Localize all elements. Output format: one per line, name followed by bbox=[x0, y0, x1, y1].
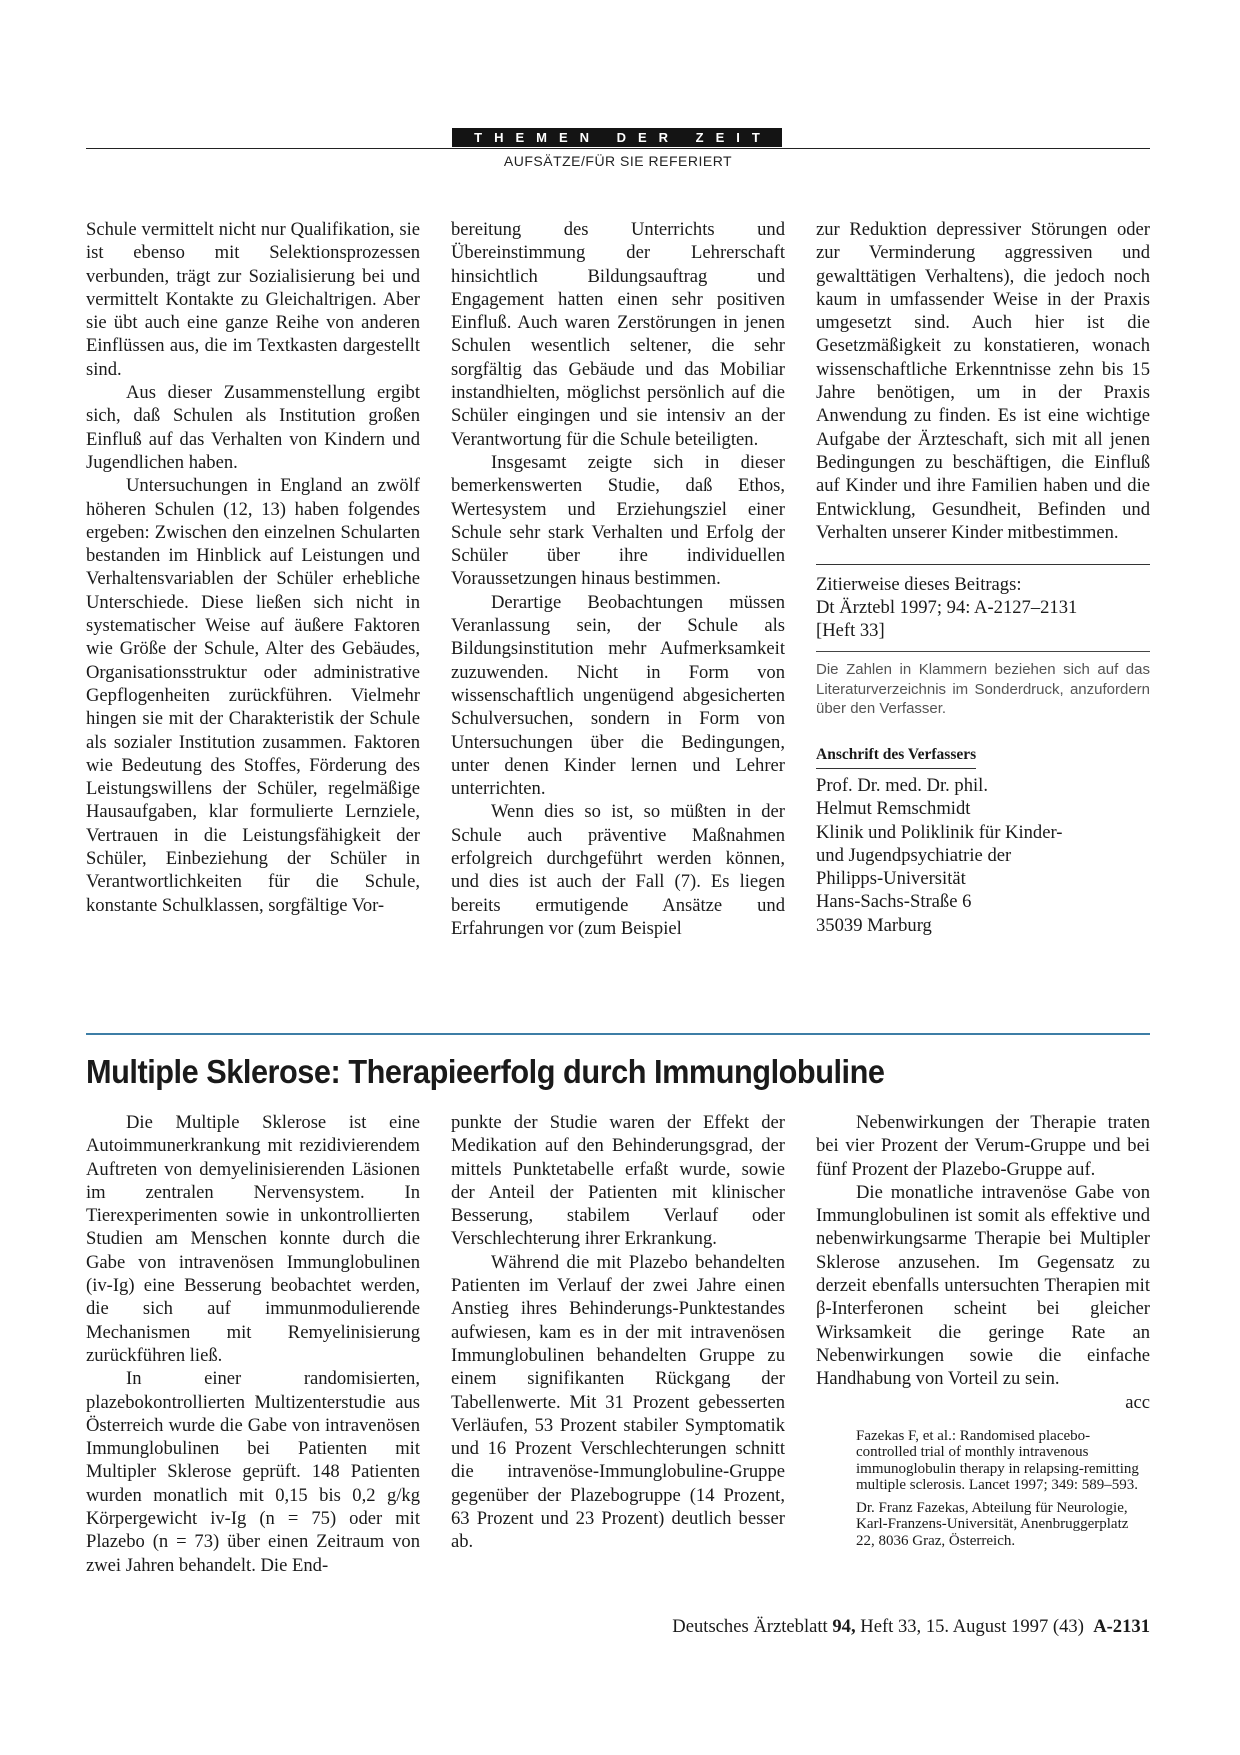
section-subtitle: AUFSÄTZE/FÜR SIE REFERIERT bbox=[503, 153, 733, 169]
paragraph: Während die mit Plazebo behandelten Patienten im Verlauf der zwei Jahre einen Anstieg ihres Behinderungs-Punktestandes aufwiesen, kam es in der mit intravenösen Immunglobulinen behandelten Gruppe zu einem signifikanten Rückgang der Tabellenwerte. Mit 31 Prozent gebesserten Verläufen, 53 Prozent stabiler Symptomatik und 16 Prozent Verschlechterungen schnitt die intravenöse-Immunglobuline-Gruppe gegenüber der Plazebogruppe (14 Prozent, 63 Prozent und 23 Prozent) deutlich besser ab. bbox=[451, 1251, 785, 1553]
section-band-label: THEMEN DER ZEIT bbox=[474, 130, 772, 145]
reference-item: Fazekas F, et al.: Randomised placebo-controlled trial of monthly intravenous immunoglobulin therapy in relapsing-remitting multiple sclerosis. Lancet 1997; 349: 589–593. bbox=[856, 1427, 1139, 1494]
section-divider bbox=[86, 1033, 1150, 1035]
author-signature: acc bbox=[1125, 1391, 1150, 1413]
paragraph: Die Multiple Sklerose ist eine Autoimmunerkrankung mit rezidivierendem Auftreten von demyelinisierenden Läsionen im zentralen Nervensystem. In Tierexperimenten sowie in unkontrollierten Studien am Menschen konnte durch die Gabe von intravenösen Immunglobulinen (iv-Ig) eine Besserung beobachtet werden, die sich auf immunmodulierende Mechanismen mit Remyelinisierung zurückführen ließ. bbox=[86, 1112, 420, 1366]
paragraph: In einer randomisierten, plazebokontrollierten Multizenterstudie aus Österreich wurde die Gabe von intravenösen Immunglobulinen bei Patienten mit Multipler Sklerose geprüft. 148 Patienten wurden monatlich mit 0,15 bis 0,2 g/kg Körpergewicht iv-Ig (n = 75) oder mit Plazebo (n = 73) über einen Zeitraum von zwei Jahren behandelt. Die End- bbox=[86, 1368, 420, 1576]
citation-line: Dt Ärztebl 1997; 94: A-2127–2131 bbox=[816, 597, 1078, 619]
address-line: 35039 Marburg bbox=[816, 914, 932, 936]
citation-rule bbox=[816, 564, 1150, 565]
article-title: Multiple Sklerose: Therapieerfolg durch Immunglobuline bbox=[86, 1053, 885, 1090]
page-number: A-2131 bbox=[1093, 1616, 1150, 1637]
section-band bbox=[452, 128, 782, 147]
paragraph: bereitung des Unterrichts und Übereinstimmung der Lehrerschaft hinsichtlich Bildungsauftrag und Engagement hatten einen sehr positiven Einfluß. Auch waren Zerstörungen in jenen Schulen wesentlich seltener, die sehr sorgfältig das Gebäude und das Mobiliar instandhielten, möglichst persönlich auf die Schüler eingingen und sie intensiv an der Verantwortung für die Schule beteiligten. bbox=[451, 219, 785, 450]
paragraph: zur Reduktion depressiver Störungen oder zur Verminderung aggressiven und gewalttätigen Verhaltens), die jedoch noch kaum in umfassender Weise in der Praxis umgesetzt sind. Auch hier ist die Gesetzmäßigkeit zu konstatieren, wonach wissenschaftliche Erkenntnisse zehn bis 15 Jahre benötigen, um in der Praxis Anwendung zu finden. Es ist eine wichtige Aufgabe der Ärzteschaft, sich mit all jenen Bedingungen zu beschäftigen, die Einfluß auf Kinder und ihre Familien haben und die Entwicklung, Gesundheit, Befinden und Verhalten unserer Kinder mitbestimmen. bbox=[816, 219, 1150, 543]
citation-block bbox=[816, 573, 1150, 642]
citation-line: [Heft 33] bbox=[816, 620, 885, 642]
issue-info: Heft 33, 15. August 1997 (43) bbox=[860, 1616, 1084, 1637]
paragraph: Nebenwirkungen der Therapie traten bei vier Prozent der Verum-Gruppe und bei fünf Prozent der Plazebo-Gruppe auf. bbox=[816, 1112, 1150, 1180]
volume-number: 94, bbox=[832, 1616, 856, 1637]
paragraph: Untersuchungen in England an zwölf höheren Schulen (12, 13) haben folgendes ergeben: Zwischen den einzelnen Schularten bestanden im Hinblick auf Leistungen und Verhaltensvariablen der Schüler erhebliche Unterschiede. Diese ließen sich nicht in systematischer Weise auf äußere Faktoren wie Größe der Schule, Alter des Gebäudes, Organisationsstruktur oder administrative Gepflogenheiten zurückführen. Vielmehr hingen sie mit der Charakteristik der Schule als sozialer Institution zusammen. Faktoren wie Bedeutung des Stoffes, Förderung des Leistungswillens der Schüler, regelmäßige Hausaufgaben, klar formulierte Lernziele, Vertrauen in die Leistungsfähigkeit der Schüler, Einbeziehung der Schüler in Verantwortlichkeiten für die Schule, konstante Schulklassen, sorgfältige Vor- bbox=[86, 475, 420, 916]
paragraph: Wenn dies so ist, so müßten in der Schule auch präventive Maßnahmen erfolgreich durchgeführt werden können, und dies ist auch der Fall (7). Es liegen bereits ermutigende Ansätze und Erfahrungen vor (zum Beispiel bbox=[451, 801, 785, 939]
paragraph: Aus dieser Zusammenstellung ergibt sich, daß Schulen als Institution großen Einfluß auf das Verhalten von Kindern und Jugendlichen haben. bbox=[86, 382, 420, 473]
address-heading: Anschrift des Verfassers bbox=[816, 743, 976, 769]
citation-line: Zitierweise dieses Beitrags: bbox=[816, 574, 1022, 596]
top-article-column-1 bbox=[86, 218, 420, 917]
reference-item: Dr. Franz Fazekas, Abteilung für Neurologie, Karl-Franzens-Universität, Anenbruggerplatz 22, 8036 Graz, Österreich. bbox=[856, 1499, 1129, 1549]
header-rule bbox=[86, 148, 1150, 149]
reference-note: Die Zahlen in Klammern beziehen sich auf das Literaturverzeichnis im Sonderdruck, anzufordern über den Verfasser. bbox=[816, 661, 1150, 718]
top-article-column-2 bbox=[451, 218, 785, 940]
address-line: Prof. Dr. med. Dr. phil. bbox=[816, 774, 988, 796]
author-address bbox=[816, 774, 1150, 937]
journal-page bbox=[86, 0, 1150, 1755]
address-line: Klinik und Poliklinik für Kinder- bbox=[816, 821, 1063, 843]
paragraph: Insgesamt zeigte sich in dieser bemerkenswerten Studie, daß Ethos, Wertesystem und Erziehungsziel einer Schule sehr stark Verhalten und Erfolg der Schüler über ihre individuellen Voraussetzungen hinaus bestimmen. bbox=[451, 451, 785, 590]
ms-article-column-2 bbox=[451, 1111, 785, 1554]
paragraph: Schule vermittelt nicht nur Qualifikation, sie ist ebenso mit Selektionsprozessen verbunden, trägt zur Sozialisierung bei und vermittelt Kontakte zu Gleichaltrigen. Aber sie übt auch eine ganze Reihe von anderen Einflüssen aus, die im Textkasten dargestellt sind. bbox=[86, 219, 420, 380]
paragraph: Die monatliche intravenöse Gabe von Immunglobulinen ist somit als effektive und nebenwirkungsarme Therapie bei Multipler Sklerose anzusehen. Im Gegensatz zu derzeit ebenfalls untersuchten Therapien mit β-Interferonen scheint bei gleicher Wirksamkeit die geringe Rate an Nebenwirkungen sowie die einfache Handhabung von Vorteil zu sein. bbox=[816, 1181, 1150, 1390]
paragraph: punkte der Studie waren der Effekt der Medikation auf den Behinderungsgrad, der mittels Punktetabelle erfaßt wurde, sowie der Anteil der Patienten mit klinischer Besserung, stabilem Verlauf oder Verschlechterung ihrer Erkrankung. bbox=[451, 1112, 785, 1250]
address-line: Hans-Sachs-Straße 6 bbox=[816, 891, 972, 913]
references bbox=[816, 1428, 1150, 1550]
ms-article-column-1 bbox=[86, 1111, 420, 1577]
top-article-column-3 bbox=[816, 218, 1150, 937]
ms-article-column-3 bbox=[816, 1111, 1150, 1555]
address-line: Helmut Remschmidt bbox=[816, 798, 971, 820]
page-footer bbox=[672, 1616, 1150, 1638]
address-line: und Jugendpsychiatrie der bbox=[816, 844, 1012, 866]
paragraph: Derartige Beobachtungen müssen Veranlassung sein, der Schule als Bildungsinstitution mehr Aufmerksamkeit zuzuwenden. Nicht in Form von wissenschaftlich ungenügend abgesicherten Schulversuchen, sondern in Form von Untersuchungen über die Bedingungen, unter denen Kinder lernen und Lehrer unterrichten. bbox=[451, 591, 785, 800]
note-rule bbox=[816, 651, 1150, 652]
journal-name: Deutsches Ärzteblatt bbox=[672, 1616, 828, 1637]
address-line: Philipps-Universität bbox=[816, 868, 966, 890]
